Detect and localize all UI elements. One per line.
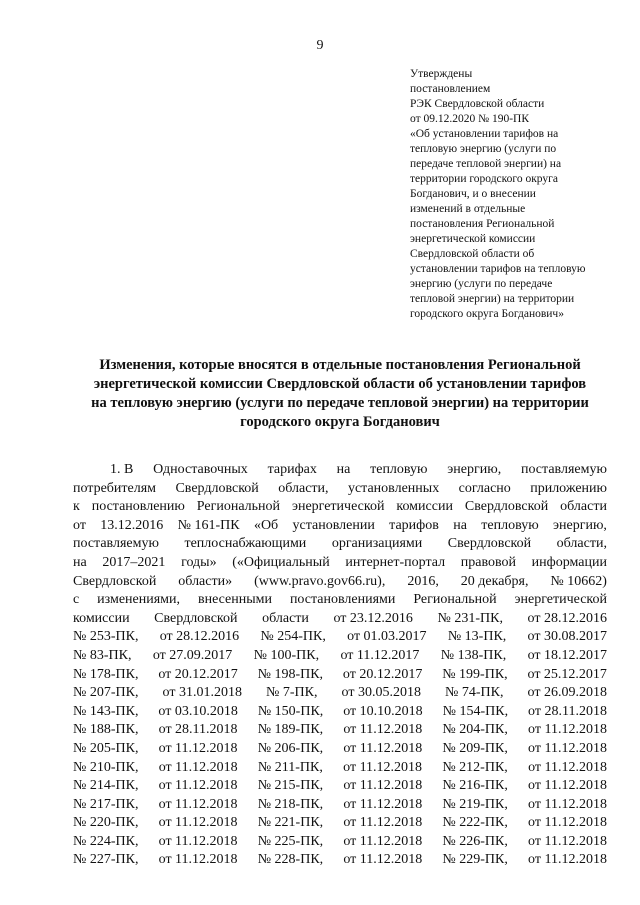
body-word: от 27.09.2017 [152,647,233,663]
body-line [73,666,607,685]
body-word: № 154-ПК, [442,703,509,719]
body-word: области» [178,573,233,589]
body-word: № 211-ПК, [257,759,323,775]
body-line [73,851,607,870]
body-word: от 11.12.2018 [528,796,607,812]
body-word: № 10662) [550,573,607,589]
body-word: Региональной [196,499,281,515]
body-word: № 216-ПК, [442,778,508,794]
body-word: от 25.12.2017 [527,666,607,682]
body-word: тепловую [481,517,539,533]
body-word: от 11.12.2018 [528,778,607,794]
body-line [73,628,607,647]
body-word: Свердловской [464,499,549,515]
body-word: № 231-ПК, [437,610,503,626]
body-word: № 143-ПК, [73,703,139,719]
body-word: № 205-ПК, [73,740,139,756]
body-word: энергию, [447,462,502,477]
document-title [70,356,610,432]
body-word: области [560,499,607,515]
page-number: 9 [316,38,324,53]
body-word: № 218-ПК, [257,796,324,812]
body-line [73,759,607,778]
body-word: внесенными [197,592,272,608]
body-word: от 03.10.2018 [158,703,238,719]
body-word: от 23.12.2016 [333,610,413,626]
body-word: Свердловской [175,480,259,496]
body-word: № 100-ПК, [253,647,320,663]
body-word: приложению [530,480,607,496]
body-word: поставляемую [73,536,159,552]
body-line [73,777,607,796]
body-word: к [73,499,80,515]
body-line [73,740,607,759]
body-word: установленных [347,480,440,496]
body-word: потребителям [73,480,157,496]
approval-block [410,67,615,322]
body-word: Свердловской [447,536,532,552]
body-word: области [262,610,309,626]
body-word: энергию, [553,517,607,533]
body-word: от 20.12.2017 [158,666,238,682]
body-word: от 11.12.2018 [528,759,607,775]
body-word: № 212-ПК, [442,759,508,775]
body-word: от 28.11.2018 [158,722,238,738]
body-line [73,814,607,833]
body-word: от 11.12.2018 [158,833,238,849]
body-word: № 138-ПК, [440,647,507,663]
approval-line: «Об установлении тарифов на [410,128,559,140]
body-word: № 225-ПК, [257,833,324,849]
body-word: от 30.05.2018 [341,685,421,701]
body-word: на [73,554,87,570]
body-word: от 11.12.2018 [343,833,423,849]
body-line [73,554,607,573]
body-word: 20 декабря, [460,573,529,589]
body-word: Региональной [413,592,497,608]
body-word: постановлениями [289,592,396,608]
body-word: № 219-ПК, [442,796,508,812]
approval-line: от 09.12.2020 № 190-ПК [410,113,530,125]
body-word: Свердловской [73,573,157,589]
body-word: тарифах [267,462,317,477]
body-word: № 83-ПК, [73,647,132,663]
body-word: комиссии [73,610,130,626]
body-word: № 221-ПК, [257,815,324,831]
approval-line: городского округа Богданович» [410,308,564,320]
body-word: на [336,462,351,477]
body-word: от 11.12.2018 [343,759,423,775]
body-word: интернет-портал [345,554,446,570]
body-word: № 150-ПК, [257,703,324,719]
body-line [73,480,607,499]
body-line [73,517,607,536]
body-word: области, [556,536,607,552]
approval-line: энергию (услуги по передаче [410,278,553,290]
title-line: Изменения, которые вносятся в отдельные постановления Региональной [99,357,581,373]
body-line [73,573,607,592]
approval-line: тепловой энергии) на территории [410,293,575,305]
title-line: на тепловую энергию (услуги по передаче тепловой энергии) на территории [91,395,589,411]
body-word: № 215-ПК, [257,778,324,794]
body-word: от 11.12.2018 [158,778,238,794]
body-line [73,833,607,852]
body-word: (www.pravo.gov66.ru), [254,573,386,589]
body-word: от 11.12.2018 [343,815,423,831]
body-word: правовой [460,554,516,570]
body-paragraph [73,461,607,870]
body-word: с [73,592,80,608]
approval-line: Утверждены [410,68,473,80]
body-word: 13.12.2016 [100,517,164,533]
body-word: Одноставочных [153,462,248,477]
body-word: № 254-ПК, [260,629,326,645]
approval-line: передаче тепловой энергии) на [410,158,562,170]
body-word: № 227-ПК, [73,852,139,868]
body-word: № 220-ПК, [73,815,139,831]
body-word: организациями [331,536,423,552]
body-word: от 11.12.2018 [158,740,238,756]
body-word: энергетической [291,499,385,515]
body-word: тепловую [370,462,428,477]
body-word: № 207-ПК, [73,685,139,701]
body-word: 1. В [110,462,134,477]
body-word: области, [278,480,329,496]
body-word: № 204-ПК, [442,722,508,738]
title-line: энергетической комиссии Свердловской области об установлении тарифов [93,376,587,392]
approval-line: РЭК Свердловской области [410,98,545,110]
body-word: от 10.10.2018 [343,703,423,719]
body-word: от 28.12.2016 [527,610,607,626]
body-word: от 01.03.2017 [347,629,427,645]
body-line [73,703,607,722]
body-word: от 11.12.2017 [340,647,420,663]
body-word: № 13-ПК, [447,629,507,645]
body-word: № 74-ПК, [445,685,504,701]
body-word: от 11.12.2018 [343,740,423,756]
body-word: № 188-ПК, [73,722,139,738]
body-word: № 253-ПК, [73,629,139,645]
body-line [73,461,607,480]
body-word: от 11.12.2018 [158,815,238,831]
body-word: от 28.11.2018 [528,703,607,719]
body-word: от 11.12.2018 [343,796,423,812]
body-word: на [453,517,467,533]
body-word: № 210-ПК, [73,759,139,775]
body-word: № 161-ПК [177,517,240,533]
body-word: № 222-ПК, [442,815,508,831]
body-word: тарифов [389,517,439,533]
approval-line: установлении тарифов на тепловую [410,263,586,275]
body-word: № 199-ПК, [442,666,508,682]
body-word: годы» [181,554,217,570]
approval-line: Богданович, и о внесении [410,188,536,200]
body-word: от 11.12.2018 [158,796,238,812]
body-word: энергетической [514,592,607,608]
body-line [73,535,607,554]
body-word: от [73,517,86,533]
body-word: постановлению [91,499,185,515]
body-word: от 28.12.2016 [159,629,240,645]
body-word: поставляемую [520,462,607,477]
body-word: от 20.12.2017 [342,666,423,682]
body-word: установлении [292,517,375,533]
body-word: от 11.12.2018 [528,815,607,831]
body-word: № 206-ПК, [257,740,324,756]
body-word: от 30.08.2017 [527,629,607,645]
body-line [73,684,607,703]
body-line [73,591,607,610]
body-word: от 11.12.2018 [343,778,423,794]
approval-line: изменений в отдельные [410,203,526,215]
body-word: от 11.12.2018 [528,722,607,738]
body-word: № 178-ПК, [73,666,139,682]
body-word: от 26.09.2018 [527,685,607,701]
body-word: от 11.12.2018 [528,740,607,756]
body-word: № 189-ПК, [257,722,324,738]
body-word: № 217-ПК, [73,796,139,812]
body-word: от 11.12.2018 [343,722,423,738]
body-word: теплоснабжающими [184,536,307,552]
body-word: от 11.12.2018 [343,852,423,868]
body-line [73,647,607,666]
body-word: от 11.12.2018 [528,833,607,849]
body-line [73,721,607,740]
body-word: № 224-ПК, [73,833,139,849]
body-word: № 198-ПК, [257,666,324,682]
body-word: «Об [253,517,279,533]
body-word: («Официальный [232,554,330,570]
body-word: от 11.12.2018 [528,852,607,868]
body-line [73,796,607,815]
body-word: согласно [458,480,511,496]
body-word: Свердловской [154,610,238,626]
body-word: № 214-ПК, [73,778,139,794]
body-word: № 226-ПК, [442,833,508,849]
approval-line: постановления Региональной [410,218,555,230]
approval-line: Свердловской области об [410,248,535,260]
body-word: № 228-ПК, [257,852,324,868]
body-word: 2016, [407,573,439,589]
approval-line: энергетической комиссии [410,233,536,245]
approval-line: постановлением [410,83,491,95]
body-word: от 18.12.2017 [527,647,607,663]
body-word: № 209-ПК, [442,740,508,756]
body-word: № 7-ПК, [266,685,318,701]
body-line [73,498,607,517]
body-word: изменениями, [97,592,181,608]
body-word: от 11.12.2018 [158,852,238,868]
approval-line: территории городского округа [410,173,558,185]
title-line: городского округа Богданович [240,414,440,430]
body-word: № 229-ПК, [442,852,508,868]
body-word: информации [531,554,607,570]
body-word: комиссии [396,499,453,515]
approval-line: тепловую энергию (услуги по [410,143,557,155]
body-word: от 31.01.2018 [162,685,242,701]
body-word: 2017–2021 [102,554,166,570]
body-word: от 11.12.2018 [158,759,238,775]
body-line [73,610,607,629]
